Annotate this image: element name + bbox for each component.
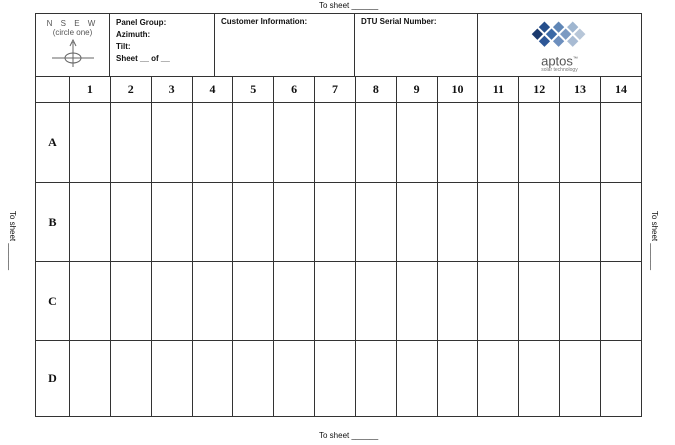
grid-cell[interactable] [396, 183, 437, 262]
grid-cell[interactable] [315, 341, 356, 417]
grid-cell[interactable] [70, 183, 111, 262]
row-label: C [36, 262, 70, 341]
grid-cell[interactable] [274, 103, 315, 183]
column-header: 9 [396, 77, 437, 103]
logo-tagline: solar technology [541, 67, 578, 74]
grid-cell[interactable] [600, 341, 641, 417]
grid-cell[interactable] [478, 341, 519, 417]
to-sheet-bottom: To sheet ______ [319, 431, 379, 440]
column-header: 10 [437, 77, 478, 103]
grid-cell[interactable] [110, 262, 151, 341]
grid-cell[interactable] [274, 341, 315, 417]
azimuth-label: Azimuth: [116, 30, 151, 39]
grid-cell[interactable] [70, 341, 111, 417]
column-header: 8 [355, 77, 396, 103]
grid-cell[interactable] [274, 183, 315, 262]
logo-name: aptos [541, 53, 573, 69]
grid-cell[interactable] [151, 103, 192, 183]
column-header: 6 [274, 77, 315, 103]
grid-cell[interactable] [519, 183, 560, 262]
panel-info-cell [110, 13, 215, 76]
grid-cell[interactable] [110, 183, 151, 262]
column-header: 7 [315, 77, 356, 103]
logo-tm: ™ [572, 56, 578, 62]
panel-group-label: Panel Group: [116, 18, 167, 27]
logo-cell [478, 13, 642, 76]
grid-cell[interactable] [192, 183, 233, 262]
grid-cell[interactable] [151, 183, 192, 262]
column-header: 13 [560, 77, 601, 103]
row-label: B [36, 183, 70, 262]
column-header: 14 [600, 77, 641, 103]
grid-cell[interactable] [192, 103, 233, 183]
grid-cell[interactable] [396, 341, 437, 417]
grid-cell[interactable] [396, 262, 437, 341]
grid-cell[interactable] [560, 183, 601, 262]
column-header: 12 [519, 77, 560, 103]
column-header: 5 [233, 77, 274, 103]
grid-cell[interactable] [274, 262, 315, 341]
column-header: 4 [192, 77, 233, 103]
grid-cell[interactable] [437, 341, 478, 417]
column-header: 3 [151, 77, 192, 103]
grid-cell[interactable] [70, 103, 111, 183]
grid-cell[interactable] [478, 262, 519, 341]
grid-cell[interactable] [315, 262, 356, 341]
grid-cell[interactable] [437, 183, 478, 262]
panel-grid [35, 76, 642, 417]
column-header: 2 [110, 77, 151, 103]
grid-cell[interactable] [560, 262, 601, 341]
sheet-label: Sheet __ of __ [116, 54, 170, 63]
grid-cell[interactable] [355, 262, 396, 341]
grid-cell[interactable] [233, 262, 274, 341]
grid-cell[interactable] [192, 341, 233, 417]
dtu-serial-label: DTU Serial Number: [361, 17, 437, 26]
compass-icon [48, 38, 98, 68]
grid-cell[interactable] [437, 262, 478, 341]
grid-cell[interactable] [192, 262, 233, 341]
grid-row [36, 262, 642, 341]
to-sheet-left: To sheet ______ [8, 210, 18, 271]
column-header-row [36, 77, 642, 103]
direction-letters[interactable]: N S E W [46, 19, 99, 28]
dtu-serial-cell [355, 13, 478, 76]
grid-cell[interactable] [600, 103, 641, 183]
grid-cell[interactable] [355, 183, 396, 262]
column-header: 11 [478, 77, 519, 103]
corner-cell [36, 77, 70, 103]
grid-cell[interactable] [478, 103, 519, 183]
grid-cell[interactable] [315, 183, 356, 262]
grid-cell[interactable] [110, 103, 151, 183]
grid-cell[interactable] [519, 341, 560, 417]
aptos-logo-icon [530, 17, 590, 57]
grid-cell[interactable] [355, 103, 396, 183]
grid-cell[interactable] [233, 103, 274, 183]
column-header: 1 [70, 77, 111, 103]
grid-cell[interactable] [233, 341, 274, 417]
grid-cell[interactable] [519, 103, 560, 183]
grid-cell[interactable] [600, 183, 641, 262]
grid-row [36, 183, 642, 262]
grid-cell[interactable] [233, 183, 274, 262]
grid-cell[interactable] [151, 341, 192, 417]
to-sheet-top: To sheet ______ [319, 1, 379, 10]
grid-cell[interactable] [600, 262, 641, 341]
grid-cell[interactable] [519, 262, 560, 341]
grid-cell[interactable] [560, 341, 601, 417]
grid-cell[interactable] [315, 103, 356, 183]
direction-cell [35, 13, 110, 76]
grid-cell[interactable] [478, 183, 519, 262]
grid-cell[interactable] [437, 103, 478, 183]
grid-cell[interactable] [151, 262, 192, 341]
grid-cell[interactable] [355, 341, 396, 417]
grid-cell[interactable] [70, 262, 111, 341]
grid-row [36, 103, 642, 183]
row-label: A [36, 103, 70, 183]
customer-info-cell [215, 13, 355, 76]
grid-cell[interactable] [110, 341, 151, 417]
to-sheet-right: To sheet ______ [650, 210, 660, 271]
row-label: D [36, 341, 70, 417]
tilt-label: Tilt: [116, 42, 131, 51]
grid-cell[interactable] [560, 103, 601, 183]
grid-cell[interactable] [396, 103, 437, 183]
grid-row [36, 341, 642, 417]
direction-note: (circle one) [52, 28, 93, 37]
customer-info-label: Customer Information: [221, 17, 308, 26]
